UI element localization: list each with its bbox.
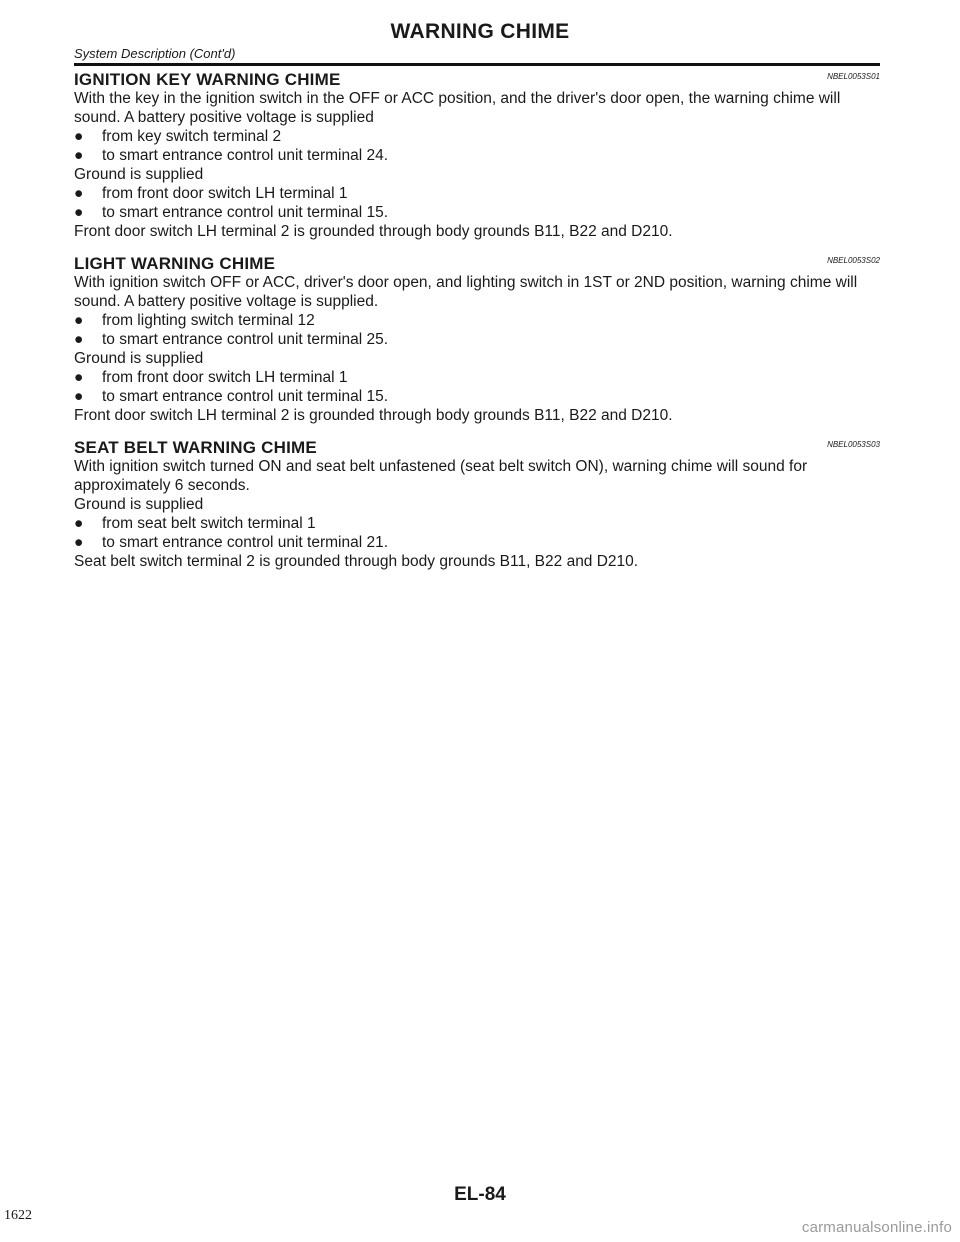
- section-intro: With the key in the ignition switch in the OFF or ACC position, and the driver's door open, the warning chime will sound. A battery positive voltage is supplied: [74, 90, 841, 126]
- page-title: WARNING CHIME: [390, 20, 570, 43]
- bullet-icon: ●: [74, 128, 84, 145]
- bullet-list: [74, 184, 880, 222]
- footer-page-code: EL-84: [454, 1184, 506, 1205]
- section-ignition-key-warning-chime: [74, 68, 880, 241]
- section-header: [74, 252, 880, 273]
- list-item-text: to smart entrance control unit terminal 24.: [102, 147, 389, 164]
- page-subtitle: System Description (Cont'd): [74, 46, 236, 61]
- bullet-icon: ●: [74, 534, 84, 551]
- section-outro: Front door switch LH terminal 2 is grounded through body grounds B11, B22 and D210.: [74, 223, 673, 240]
- list-item: [74, 146, 880, 165]
- section-header: [74, 436, 880, 457]
- list-item: [74, 203, 880, 222]
- list-item-text: to smart entrance control unit terminal 15.: [102, 204, 389, 221]
- section-text: Ground is supplied: [74, 496, 204, 513]
- list-item-text: to smart entrance control unit terminal 25.: [102, 331, 389, 348]
- section-text: Ground is supplied: [74, 166, 204, 183]
- list-item: [74, 311, 880, 330]
- header-rule: [74, 63, 880, 66]
- list-item-text: from front door switch LH terminal 1: [102, 369, 348, 386]
- section-intro: With ignition switch OFF or ACC, driver's door open, and lighting switch in 1ST or 2ND position, warning chime will sound. A battery positive voltage is supplied.: [74, 274, 858, 310]
- list-item: [74, 387, 880, 406]
- section-outro: Front door switch LH terminal 2 is grounded through body grounds B11, B22 and D210.: [74, 407, 673, 424]
- bullet-icon: ●: [74, 388, 84, 405]
- bullet-list: [74, 368, 880, 406]
- list-item: [74, 184, 880, 203]
- section-title: LIGHT WARNING CHIME: [74, 254, 276, 273]
- bullet-icon: ●: [74, 204, 84, 221]
- section-outro: Seat belt switch terminal 2 is grounded through body grounds B11, B22 and D210.: [74, 553, 639, 570]
- list-item: [74, 368, 880, 387]
- section-seat-belt-warning-chime: [74, 436, 880, 571]
- list-item-text: from front door switch LH terminal 1: [102, 185, 348, 202]
- section-code: NBEL0053S01: [827, 72, 880, 81]
- list-item-text: from seat belt switch terminal 1: [102, 515, 316, 532]
- document-body: [74, 68, 880, 582]
- section-code: NBEL0053S03: [827, 440, 880, 449]
- list-item: [74, 127, 880, 146]
- list-item: [74, 330, 880, 349]
- section-intro: With ignition switch turned ON and seat belt unfastened (seat belt switch ON), warning chime will sound for approximately 6 seconds.: [74, 458, 808, 494]
- section-light-warning-chime: [74, 252, 880, 425]
- list-item-text: to smart entrance control unit terminal 21.: [102, 534, 389, 551]
- list-item-text: to smart entrance control unit terminal 15.: [102, 388, 389, 405]
- section-code: NBEL0053S02: [827, 256, 880, 265]
- bullet-icon: ●: [74, 312, 84, 329]
- list-item-text: from key switch terminal 2: [102, 128, 282, 145]
- list-item-text: from lighting switch terminal 12: [102, 312, 315, 329]
- bullet-icon: ●: [74, 369, 84, 386]
- bullet-list: [74, 514, 880, 552]
- bullet-icon: ●: [74, 185, 84, 202]
- list-item: [74, 533, 880, 552]
- bullet-list: [74, 311, 880, 349]
- bullet-list: [74, 127, 880, 165]
- bullet-icon: ●: [74, 147, 84, 164]
- watermark: carmanualsonline.info: [801, 1219, 952, 1236]
- section-text: Ground is supplied: [74, 350, 204, 367]
- bullet-icon: ●: [74, 515, 84, 532]
- section-title: IGNITION KEY WARNING CHIME: [74, 70, 341, 89]
- page-number: 1622: [4, 1208, 32, 1223]
- list-item: [74, 514, 880, 533]
- section-title: SEAT BELT WARNING CHIME: [74, 438, 317, 457]
- bullet-icon: ●: [74, 331, 84, 348]
- section-header: [74, 68, 880, 89]
